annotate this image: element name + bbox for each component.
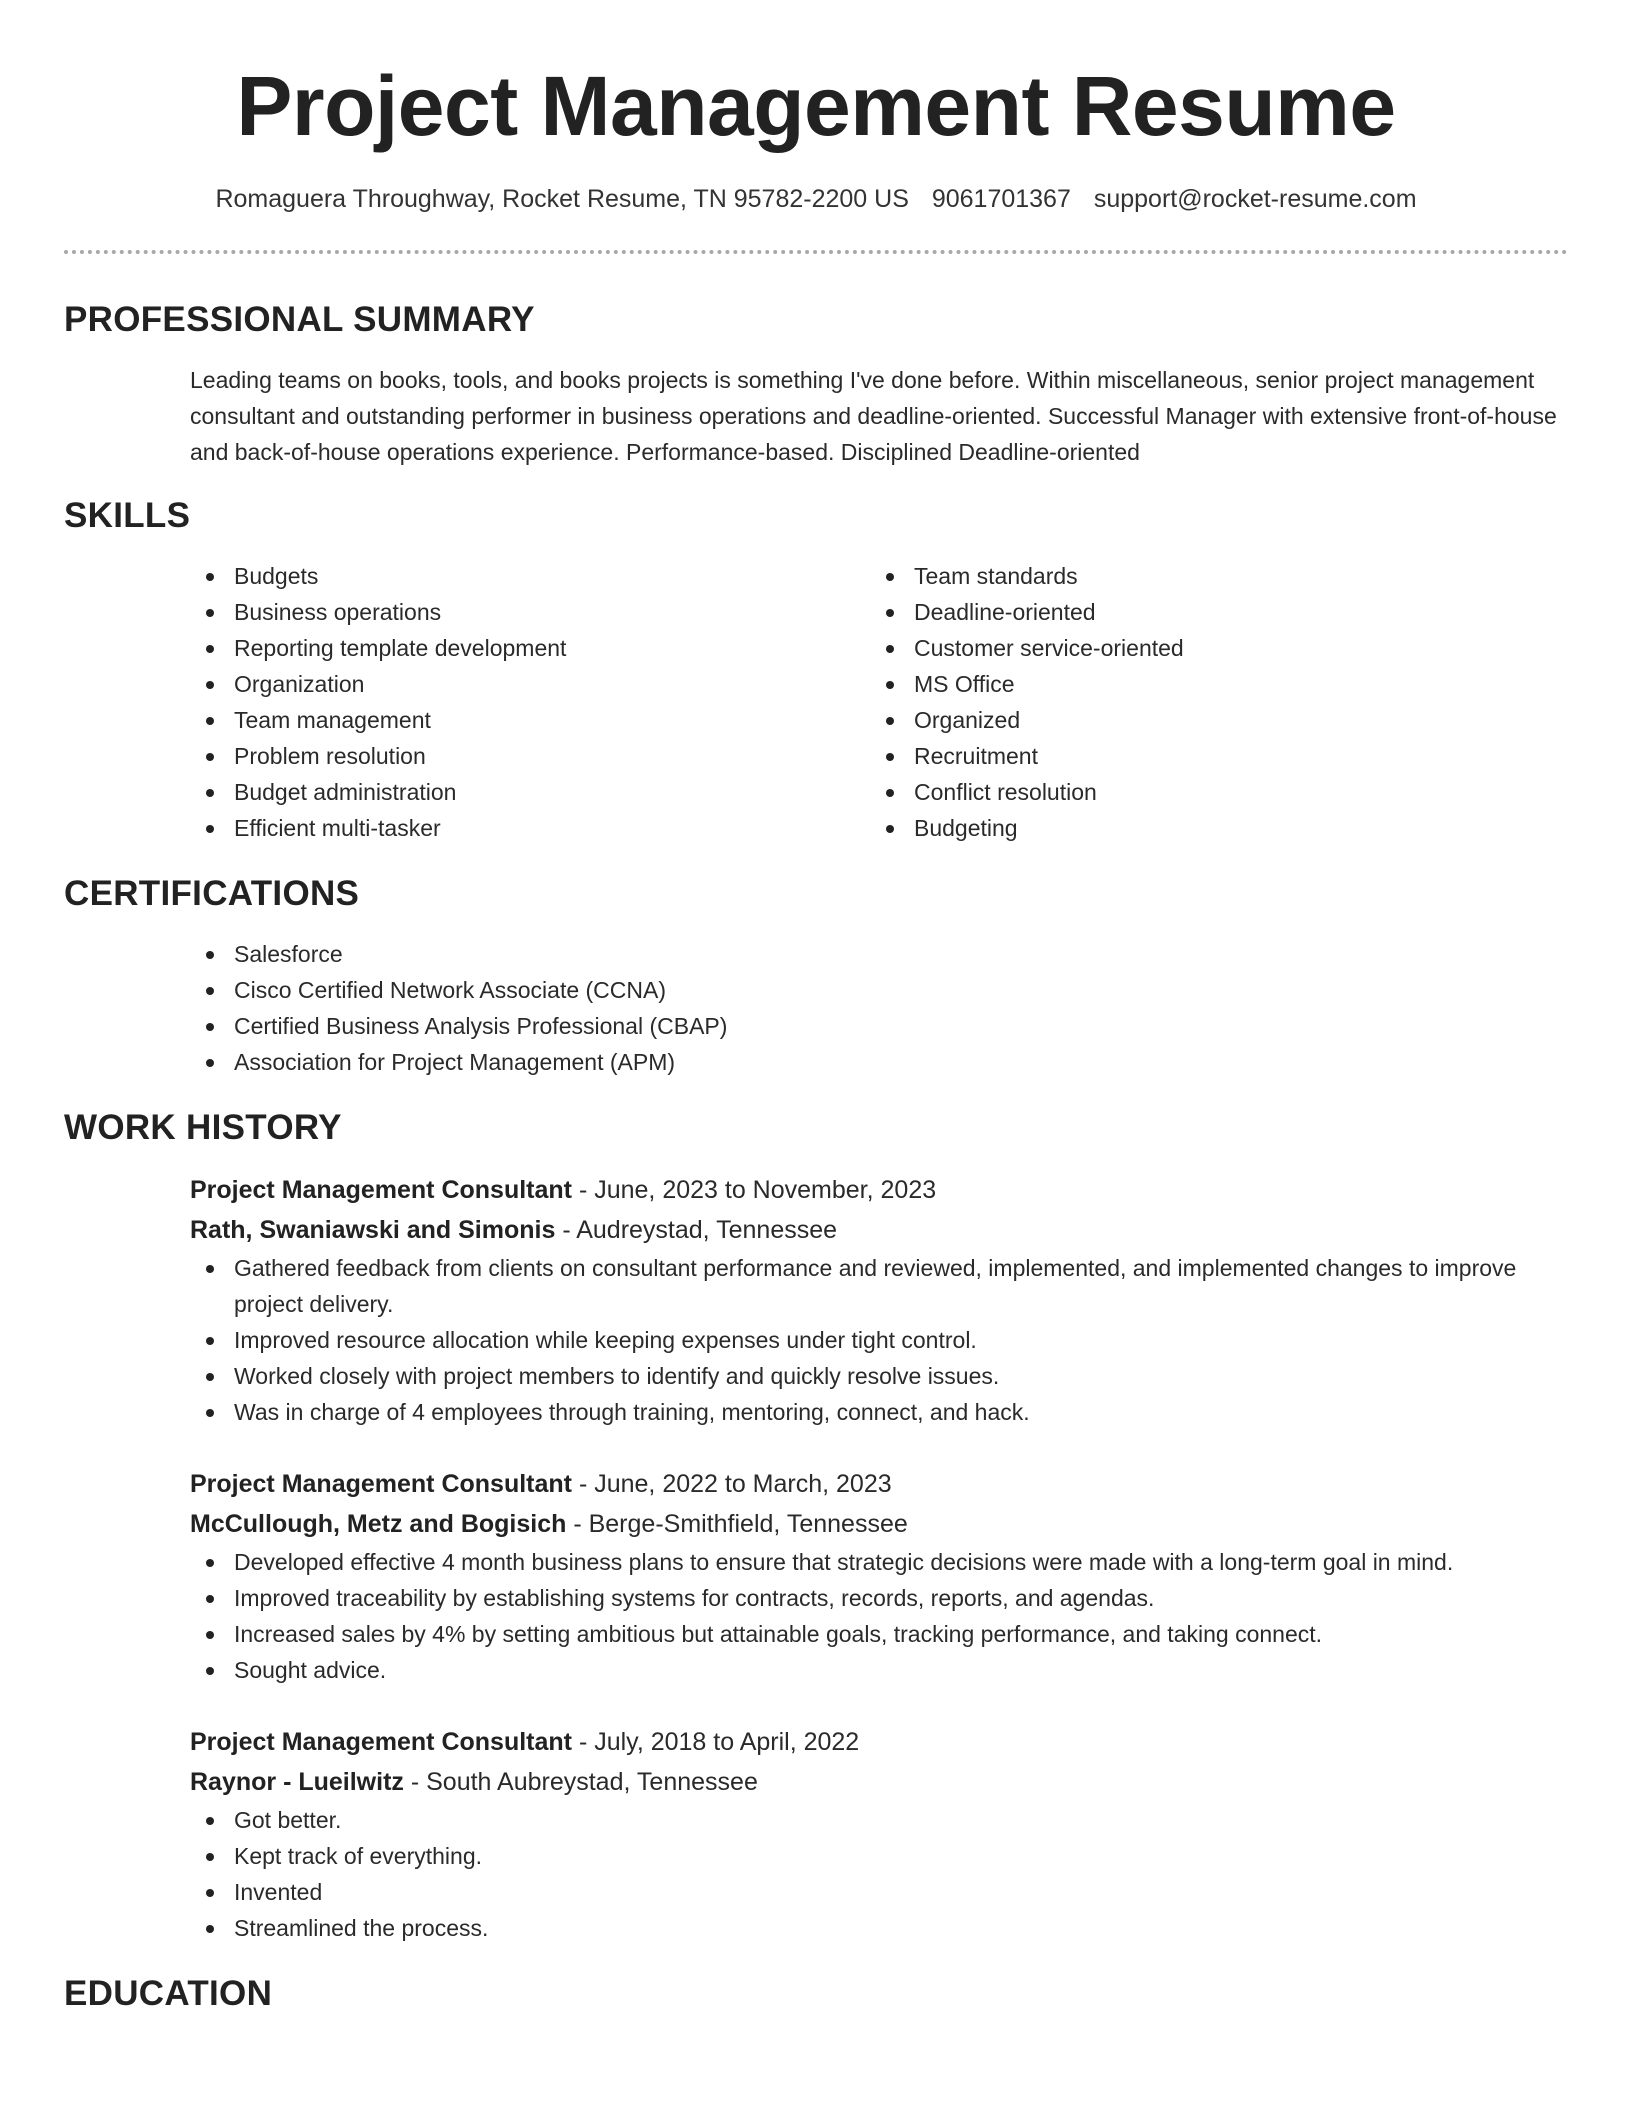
certifications-heading: CERTIFICATIONS: [64, 874, 360, 913]
skills-heading: SKILLS: [64, 496, 191, 535]
job-title-line: [190, 1722, 1568, 1762]
skill-item: Customer service-oriented: [870, 630, 1550, 666]
summary-section: [64, 298, 1568, 470]
job-bullet: Worked closely with project members to identify and quickly resolve issues.: [190, 1358, 1568, 1394]
header-divider: [64, 250, 1568, 254]
job-dates: - June, 2022 to March, 2023: [572, 1470, 892, 1498]
summary-heading: PROFESSIONAL SUMMARY: [64, 300, 535, 339]
job-company: Rath, Swaniawski and Simonis: [190, 1216, 556, 1244]
skills-left-list: [190, 558, 870, 846]
job-bullet: Gathered feedback from clients on consultant performance and reviewed, implemented, and implemented changes to improve project delivery.: [190, 1250, 1568, 1322]
contact-line: [64, 182, 1568, 216]
certifications-list: [190, 936, 1568, 1080]
skill-item: Deadline-oriented: [870, 594, 1550, 630]
job-title-line: [190, 1464, 1568, 1504]
job-location: - Berge-Smithfield, Tennessee: [566, 1510, 908, 1538]
job-dates: - July, 2018 to April, 2022: [572, 1728, 860, 1756]
skill-item: Recruitment: [870, 738, 1550, 774]
certification-item: Salesforce: [190, 936, 1568, 972]
contact-phone: 9061701367: [931, 185, 1071, 213]
job-title: Project Management Consultant: [190, 1470, 572, 1498]
skill-item: Team management: [190, 702, 870, 738]
job-entry: [190, 1722, 1568, 1946]
contact-address: Romaguera Throughway, Rocket Resume, TN 95782-2200 US: [215, 185, 909, 213]
job-company: Raynor - Lueilwitz: [190, 1768, 404, 1796]
certification-item: Certified Business Analysis Professional (CBAP): [190, 1008, 1568, 1044]
skill-item: Budget administration: [190, 774, 870, 810]
resume-title: Project Management Resume: [236, 59, 1396, 153]
job-title-line: [190, 1170, 1568, 1210]
skills-section: [64, 494, 1568, 846]
job-bullet: Improved traceability by establishing systems for contracts, records, reports, and agendas.: [190, 1580, 1568, 1616]
skill-item: Business operations: [190, 594, 870, 630]
job-company-line: [190, 1504, 1568, 1544]
job-bullets: [190, 1802, 1568, 1946]
skill-item: Team standards: [870, 558, 1550, 594]
job-bullet: Streamlined the process.: [190, 1910, 1568, 1946]
job-company: McCullough, Metz and Bogisich: [190, 1510, 567, 1538]
job-bullet: Sought advice.: [190, 1652, 1568, 1688]
education-heading: EDUCATION: [64, 1974, 273, 2013]
job-bullet: Developed effective 4 month business plans to ensure that strategic decisions were made with a long-term goal in mind.: [190, 1544, 1568, 1580]
summary-text: Leading teams on books, tools, and books projects is something I've done before. Within miscellaneous, senior project management consultant and outstanding performer in business operations and deadline-oriented. Successful Manager with extensive front-of-house and back-of-house operations experience. Performance-based. Disciplined Deadline-oriented: [190, 367, 1557, 465]
skill-item: Efficient multi-tasker: [190, 810, 870, 846]
job-title: Project Management Consultant: [190, 1176, 572, 1204]
job-bullet: Improved resource allocation while keeping expenses under tight control.: [190, 1322, 1568, 1358]
job-company-line: [190, 1210, 1568, 1250]
job-bullets: [190, 1250, 1568, 1430]
work-heading: WORK HISTORY: [64, 1108, 342, 1147]
skill-item: Conflict resolution: [870, 774, 1550, 810]
resume-page: [64, 0, 1568, 2112]
skill-item: Reporting template development: [190, 630, 870, 666]
job-bullet: Invented: [190, 1874, 1568, 1910]
job-entry: [190, 1464, 1568, 1688]
job-bullet: Was in charge of 4 employees through training, mentoring, connect, and hack.: [190, 1394, 1568, 1430]
job-bullet: Increased sales by 4% by setting ambitious but attainable goals, tracking performance, and taking connect.: [190, 1616, 1568, 1652]
job-location: - South Aubreystad, Tennessee: [403, 1768, 758, 1796]
skill-item: Organized: [870, 702, 1550, 738]
contact-email: support@rocket-resume.com: [1093, 185, 1417, 213]
skill-item: Problem resolution: [190, 738, 870, 774]
skill-item: MS Office: [870, 666, 1550, 702]
job-title: Project Management Consultant: [190, 1728, 572, 1756]
skill-item: Budgets: [190, 558, 870, 594]
job-entry: [190, 1170, 1568, 1430]
work-section: [64, 1106, 1568, 1946]
job-bullet: Kept track of everything.: [190, 1838, 1568, 1874]
job-bullets: [190, 1544, 1568, 1688]
job-location: - Audreystad, Tennessee: [555, 1216, 838, 1244]
job-dates: - June, 2023 to November, 2023: [572, 1176, 937, 1204]
certification-item: Association for Project Management (APM): [190, 1044, 1568, 1080]
skill-item: Organization: [190, 666, 870, 702]
education-section: [64, 1972, 1568, 2016]
skills-right-list: [870, 558, 1550, 846]
certifications-section: [64, 872, 1568, 1080]
certification-item: Cisco Certified Network Associate (CCNA): [190, 972, 1568, 1008]
job-company-line: [190, 1762, 1568, 1802]
job-bullet: Got better.: [190, 1802, 1568, 1838]
skill-item: Budgeting: [870, 810, 1550, 846]
